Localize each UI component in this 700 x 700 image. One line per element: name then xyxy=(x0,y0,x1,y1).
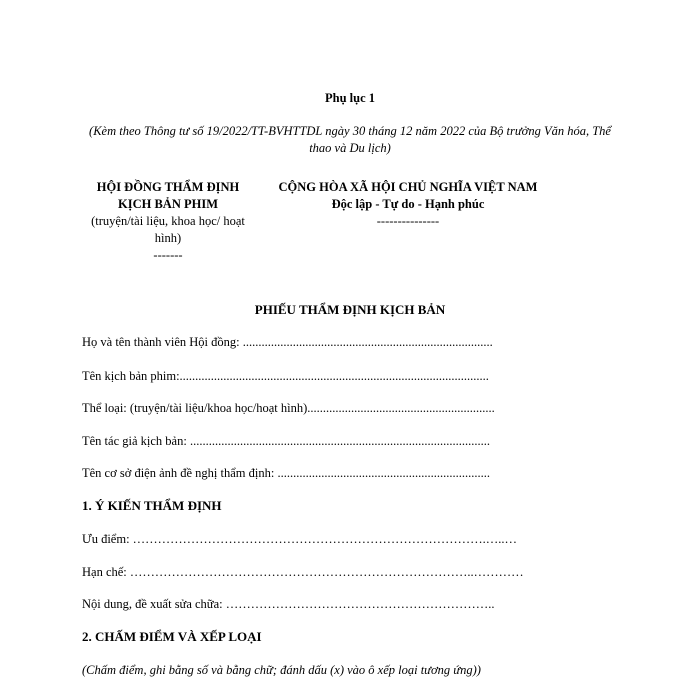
country-name: CỘNG HÒA XÃ HỘI CHỦ NGHĨA VIỆT NAM xyxy=(278,180,538,194)
council-name-line2: KỊCH BẢN PHIM xyxy=(118,197,218,211)
section-2-heading: 2. CHẤM ĐIỂM VÀ XẾP LOẠI xyxy=(82,629,262,644)
council-subtype: (truyện/tài liệu, khoa học/ hoạt hình) xyxy=(91,214,245,245)
genre-field: Thể loại: (truyện/tài liệu/khoa học/hoạt hình)............................................................ xyxy=(82,401,495,415)
council-divider: ------- xyxy=(153,248,183,262)
member-name-field: Họ và tên thành viên Hội đồng: ................................................................................ xyxy=(82,335,493,349)
national-header xyxy=(258,179,558,230)
studio-field: Tên cơ sở điện ảnh đề nghị thẩm định: .................................................................... xyxy=(82,466,490,480)
appendix-title: Phụ lục 1 xyxy=(324,91,375,105)
national-divider: --------------- xyxy=(376,214,440,228)
scoring-note: (Chấm điểm, ghi bằng số và bằng chữ; đánh dấu (x) vào ô xếp loại tương ứng)) xyxy=(82,663,481,677)
section-1-heading: 1. Ý KIẾN THẨM ĐỊNH xyxy=(82,498,222,513)
council-name-line1: HỘI ĐỒNG THẨM ĐỊNH xyxy=(96,180,240,194)
revision-proposal-field: Nội dung, đề xuất sửa chữa: ……………………………………………………….. xyxy=(82,597,495,611)
document-title: PHIẾU THẨM ĐỊNH KỊCH BẢN xyxy=(254,302,446,317)
strengths-field: Ưu điểm: ………………………………………………………………………….…..… xyxy=(82,532,518,546)
script-title-field: Tên kịch bản phim:................................................................................................... xyxy=(82,369,489,383)
national-motto: Độc lập - Tự do - Hạnh phúc xyxy=(331,197,485,211)
limitations-field: Hạn chế: ………………………………………………………………………..………… xyxy=(82,565,524,579)
author-field: Tên tác giả kịch bản: ................................................................................................ xyxy=(82,434,490,448)
council-header xyxy=(78,179,258,264)
appendix-note: (Kèm theo Thông tư số 19/2022/TT-BVHTTDL ngày 30 tháng 12 năm 2022 của Bộ trưởng Văn hóa, Thể thao và Du lịch) xyxy=(89,124,611,155)
